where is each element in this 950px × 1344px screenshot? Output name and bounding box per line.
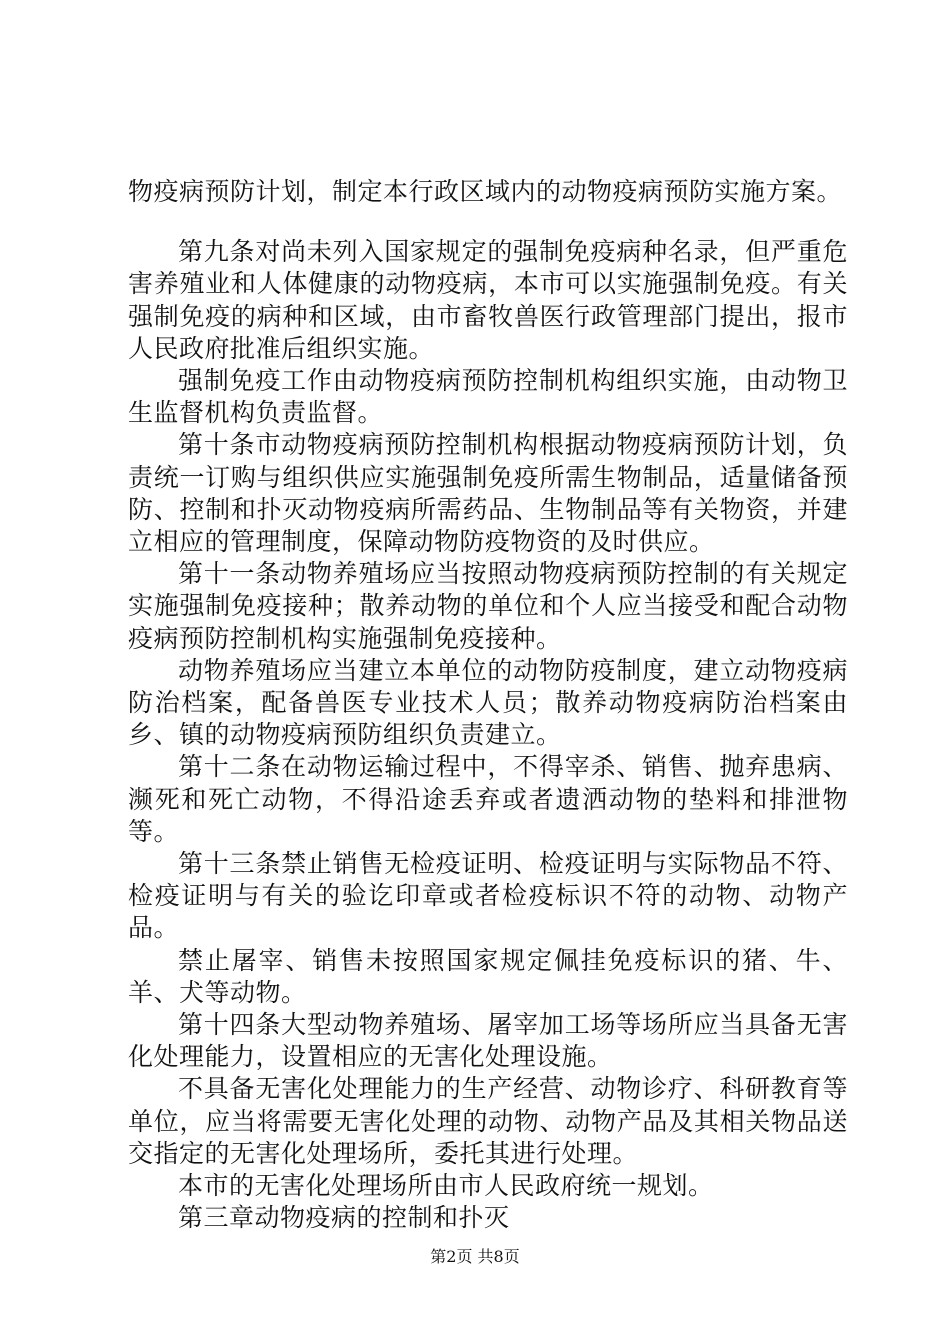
- paragraph-article-14-planning: 本市的无害化处理场所由市人民政府统一规划。: [178, 1171, 714, 1201]
- chapter-heading: 第三章动物疫病的控制和扑灭: [178, 1203, 510, 1233]
- paragraph-article-9-supervision: 强制免疫工作由动物疫病预防控制机构组织实施，由动物卫生监督机构负责监督。: [128, 366, 848, 428]
- page-number-footer: 第2页 共8页: [430, 1247, 520, 1266]
- paragraph-article-12: 第十二条在动物运输过程中，不得宰杀、销售、抛弃患病、濒死和死亡动物，不得沿途丢弃或者遗洒动物的垫料和排泄物等。: [128, 752, 848, 846]
- document-body: [128, 176, 848, 1235]
- paragraph-article-11: 第十一条动物养殖场应当按照动物疫病预防控制的有关规定实施强制免疫接种；散养动物的单位和个人应当接受和配合动物疫病预防控制机构实施强制免疫接种。: [128, 559, 848, 653]
- paragraph-article-11-records: 动物养殖场应当建立本单位的动物防疫制度，建立动物疫病防治档案，配备兽医专业技术人员；散养动物疫病防治档案由乡、镇的动物疫病预防组织负责建立。: [128, 655, 848, 750]
- paragraph-article-14: 第十四条大型动物养殖场、屠宰加工场等场所应当具备无害化处理能力，设置相应的无害化处理设施。: [128, 1010, 848, 1072]
- paragraph-article-13: 第十三条禁止销售无检疫证明、检疫证明与实际物品不符、检疫证明与有关的验讫印章或者检疫标识不符的动物、动物产品。: [128, 849, 848, 943]
- paragraph-article-10: 第十条市动物疫病预防控制机构根据动物疫病预防计划，负责统一订购与组织供应实施强制免疫所需生物制品，适量储备预防、控制和扑灭动物疫病所需药品、生物制品等有关物资，并建立相应的管理制度，保障动物防疫物资的及时供应。: [128, 430, 848, 557]
- paragraph-article-9: 第九条对尚未列入国家规定的强制免疫病种名录，但严重危害养殖业和人体健康的动物疫病，本市可以实施强制免疫。有关强制免疫的病种和区域，由市畜牧兽医行政管理部门提出，报市人民政府批准后组织实施。: [128, 237, 848, 363]
- paragraph-continuation: 物疫病预防计划，制定本行政区域内的动物疫病预防实施方案。: [128, 177, 843, 206]
- paragraph-article-14-units: 不具备无害化处理能力的生产经营、动物诊疗、科研教育等单位，应当将需要无害化处理的动物、动物产品及其相关物品送交指定的无害化处理场所，委托其进行处理。: [128, 1074, 848, 1168]
- paragraph-article-13-prohibition: 禁止屠宰、销售未按照国家规定佩挂免疫标识的猪、牛、羊、犬等动物。: [128, 945, 848, 1007]
